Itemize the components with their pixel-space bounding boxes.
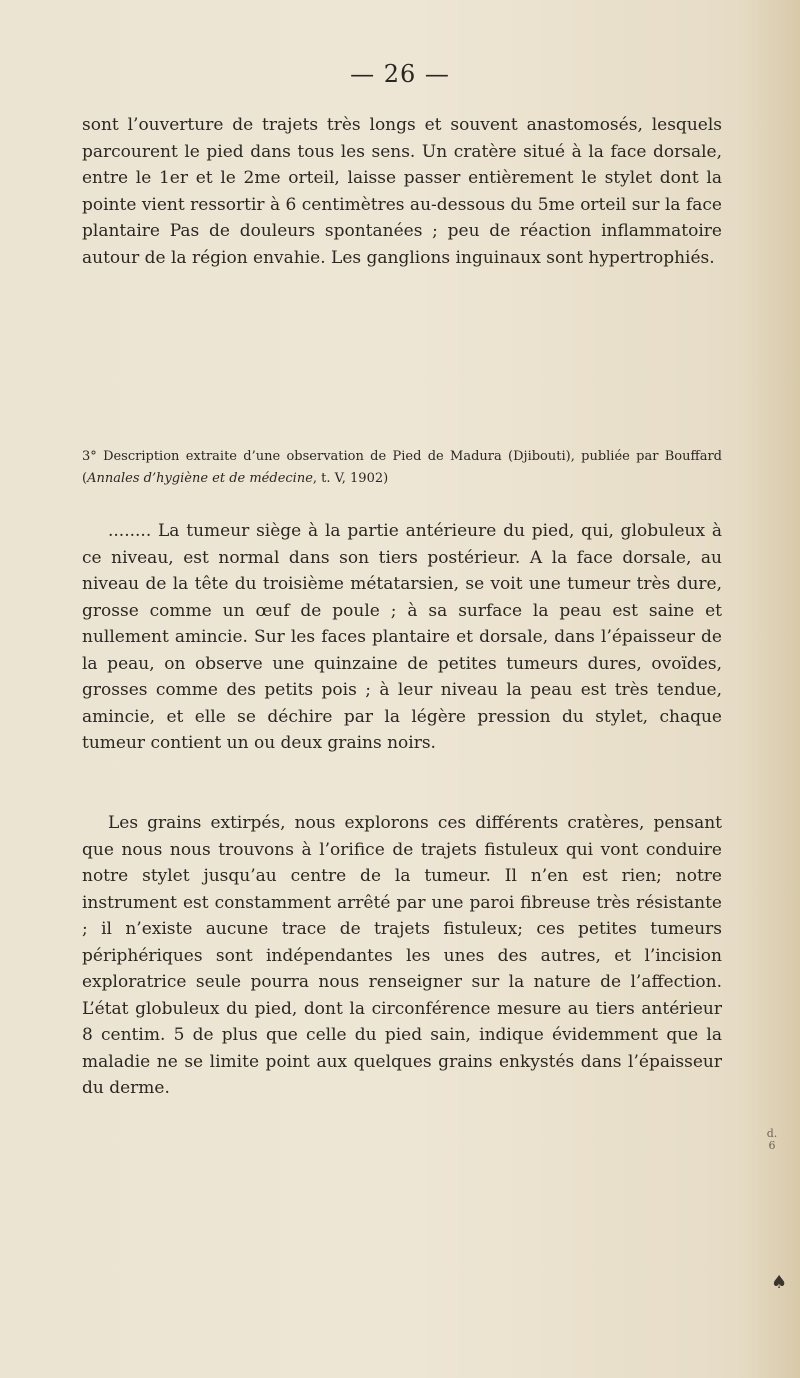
margin-note: d. 6	[766, 1127, 778, 1152]
reference-citation	[82, 446, 722, 490]
corner-mark: ♠	[771, 1272, 788, 1293]
page-number: — 26 —	[350, 60, 450, 88]
reference-prefix: 3° Description extraite d’une observation de Pied de Madura (Djibouti), publiée par Bouffard (	[82, 449, 722, 486]
paragraph-continuation: sont l’ouverture de trajets très longs et souvent anastomosés, lesquels parcourent le pied dans tous les sens. Un cratère situé à la face dorsale, entre le 1er et le 2me orteil, laisse passer entièrement le stylet dont la pointe vient ressortir à 6 centimètres au-dessous du 5me orteil sur la face plantaire Pas de douleurs spontanées ; peu de réaction inflammatoire autour de la région envahie. Les ganglions inguinaux sont hypertrophiés.	[82, 115, 722, 268]
journal-title: Annales d’hygiène et de médecine	[87, 471, 313, 486]
paragraph-tumor-description: ........ La tumeur siège à la partie antérieure du pied, qui, globuleux à ce niveau, est normal dans son tiers postérieur. A la face dorsale, au niveau de la tête du troisième métatarsien, se voit une tumeur très dure, grosse comme un œuf de poule ; à sa surface la peau est saine et nullement amincie. Sur les faces plantaire et dorsale, dans l’épaisseur de la peau, on observe une quinzaine de petites tumeurs dures, ovoïdes, grosses comme des petits pois ; à leur niveau la peau est très tendue, amincie, et elle se déchire par la légère pression du stylet, chaque tumeur contient un ou deux grains noirs.	[82, 521, 722, 753]
reference-suffix: , t. V, 1902)	[312, 471, 389, 486]
paragraph-exploration: Les grains extirpés, nous explorons ces différents cratères, pensant que nous nous trouvons à l’orifice de trajets fistuleux qui vont conduire notre stylet jusqu’au centre de la tumeur. Il n’en est rien; notre instrument est constamment arrêté par une paroi fibreuse très résistante ; il n’existe aucune trace de trajets fistuleux; ces petites tumeurs périphériques sont indépendantes les unes des autres, et l’incision exploratrice seule pourra nous renseigner sur la nature de l’affection. L’état globuleux du pied, dont la circonférence mesure au tiers antérieur 8 centim. 5 de plus que celle du pied sain, indique évidemment que la maladie ne se limite point aux quelques grains enkystés dans l’épaisseur du derme.	[82, 813, 722, 1098]
